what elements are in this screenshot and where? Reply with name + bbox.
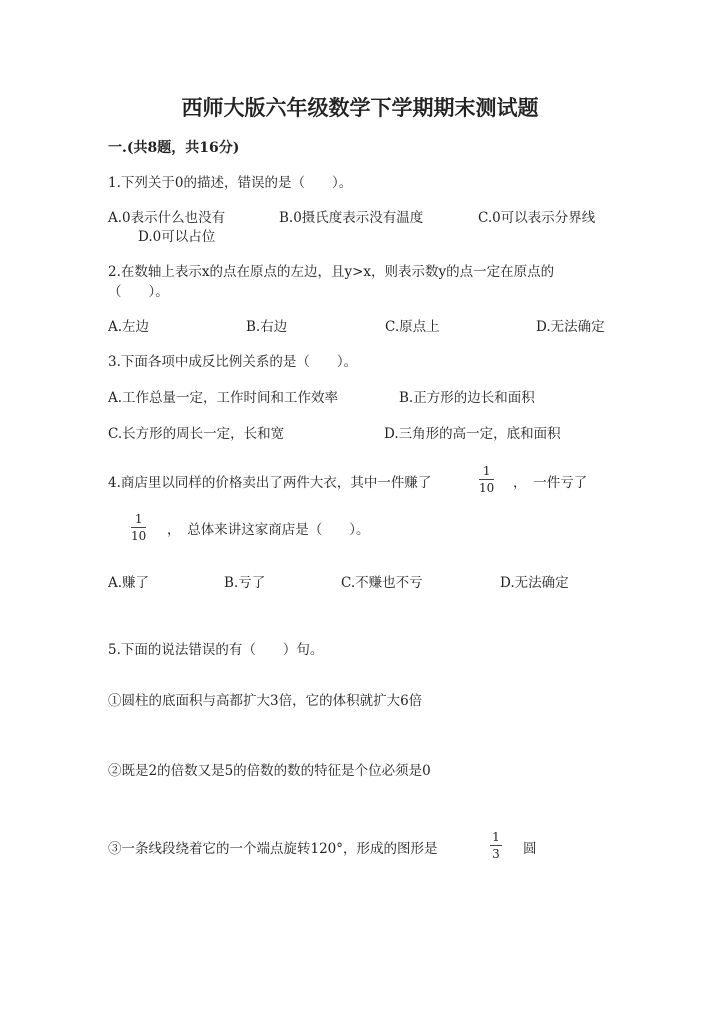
question-5-stem: 5.下面的说法错误的有（ ）句。 (108, 642, 324, 658)
fraction-denominator: 10 (131, 529, 147, 543)
fraction-denominator: 10 (479, 481, 495, 495)
question-2-stem-line2: （ ）。 (108, 284, 169, 300)
question-3-option-d: D.三角形的高一定，底和面积 (384, 426, 561, 442)
question-4-option-d: D.无法确定 (500, 575, 569, 591)
question-4-fraction-2 (131, 512, 146, 543)
fraction-bar (479, 479, 494, 480)
fraction-denominator: 3 (492, 847, 500, 861)
question-3-option-c: C.长方形的周长一定，长和宽 (108, 426, 285, 442)
question-5-statement-1: ①圆柱的底面积与高都扩大3倍，它的体积就扩大6倍 (108, 693, 423, 709)
question-5-statement-3-part1: ③一条线段绕着它的一个端点旋转120°，形成的图形是 (108, 841, 438, 857)
section-heading: 一.(共8题，共16分) (108, 140, 240, 156)
question-4-option-b: B.亏了 (224, 575, 266, 591)
fraction-numerator: 1 (482, 464, 491, 478)
question-2-option-d: D.无法确定 (536, 319, 605, 335)
question-3-stem: 3.下面各项中成反比例关系的是（ ）。 (108, 354, 358, 370)
question-2-option-c: C.原点上 (385, 319, 440, 335)
page-title: 西师大版六年级数学下学期期末测试题 (181, 95, 539, 120)
fraction-numerator: 1 (492, 830, 500, 844)
question-1-option-a: A.0表示什么也没有 (108, 210, 226, 226)
question-4-fraction-1 (479, 464, 494, 495)
question-3-option-b: B.正方形的边长和面积 (399, 390, 535, 406)
question-1-option-c: C.0可以表示分界线 (478, 210, 596, 226)
question-5-statement-2: ②既是2的倍数又是5的倍数的数的特征是个位必须是0 (108, 763, 431, 779)
fraction-bar (490, 845, 502, 846)
question-4-stem-part3: ， 总体来讲这家商店是（ ）。 (167, 522, 370, 538)
question-1-option-b: B.0摄氏度表示没有温度 (279, 210, 424, 226)
question-4-option-a: A.赚了 (108, 575, 150, 591)
question-1-option-d: D.0可以占位 (138, 229, 216, 245)
question-1-stem: 1.下列关于0的描述，错误的是（ ）。 (108, 175, 353, 191)
question-2-option-a: A.左边 (108, 319, 150, 335)
question-5-fraction (490, 830, 502, 861)
question-5-statement-3-part2: 圆 (523, 841, 537, 857)
question-2-stem-line1: 2.在数轴上表示x的点在原点的左边，且y>x，则表示数y的点一定在原点的 (108, 264, 555, 280)
question-4-option-c: C.不赚也不亏 (341, 575, 423, 591)
question-4-stem-part1: 4.商店里以同样的价格卖出了两件大衣，其中一件赚了 (108, 475, 432, 491)
question-3-option-a: A.工作总量一定，工作时间和工作效率 (108, 390, 339, 406)
fraction-numerator: 1 (134, 512, 143, 526)
question-2-option-b: B.右边 (246, 319, 288, 335)
question-4-stem-part2: ， 一件亏了 (513, 475, 588, 491)
fraction-bar (131, 527, 146, 528)
